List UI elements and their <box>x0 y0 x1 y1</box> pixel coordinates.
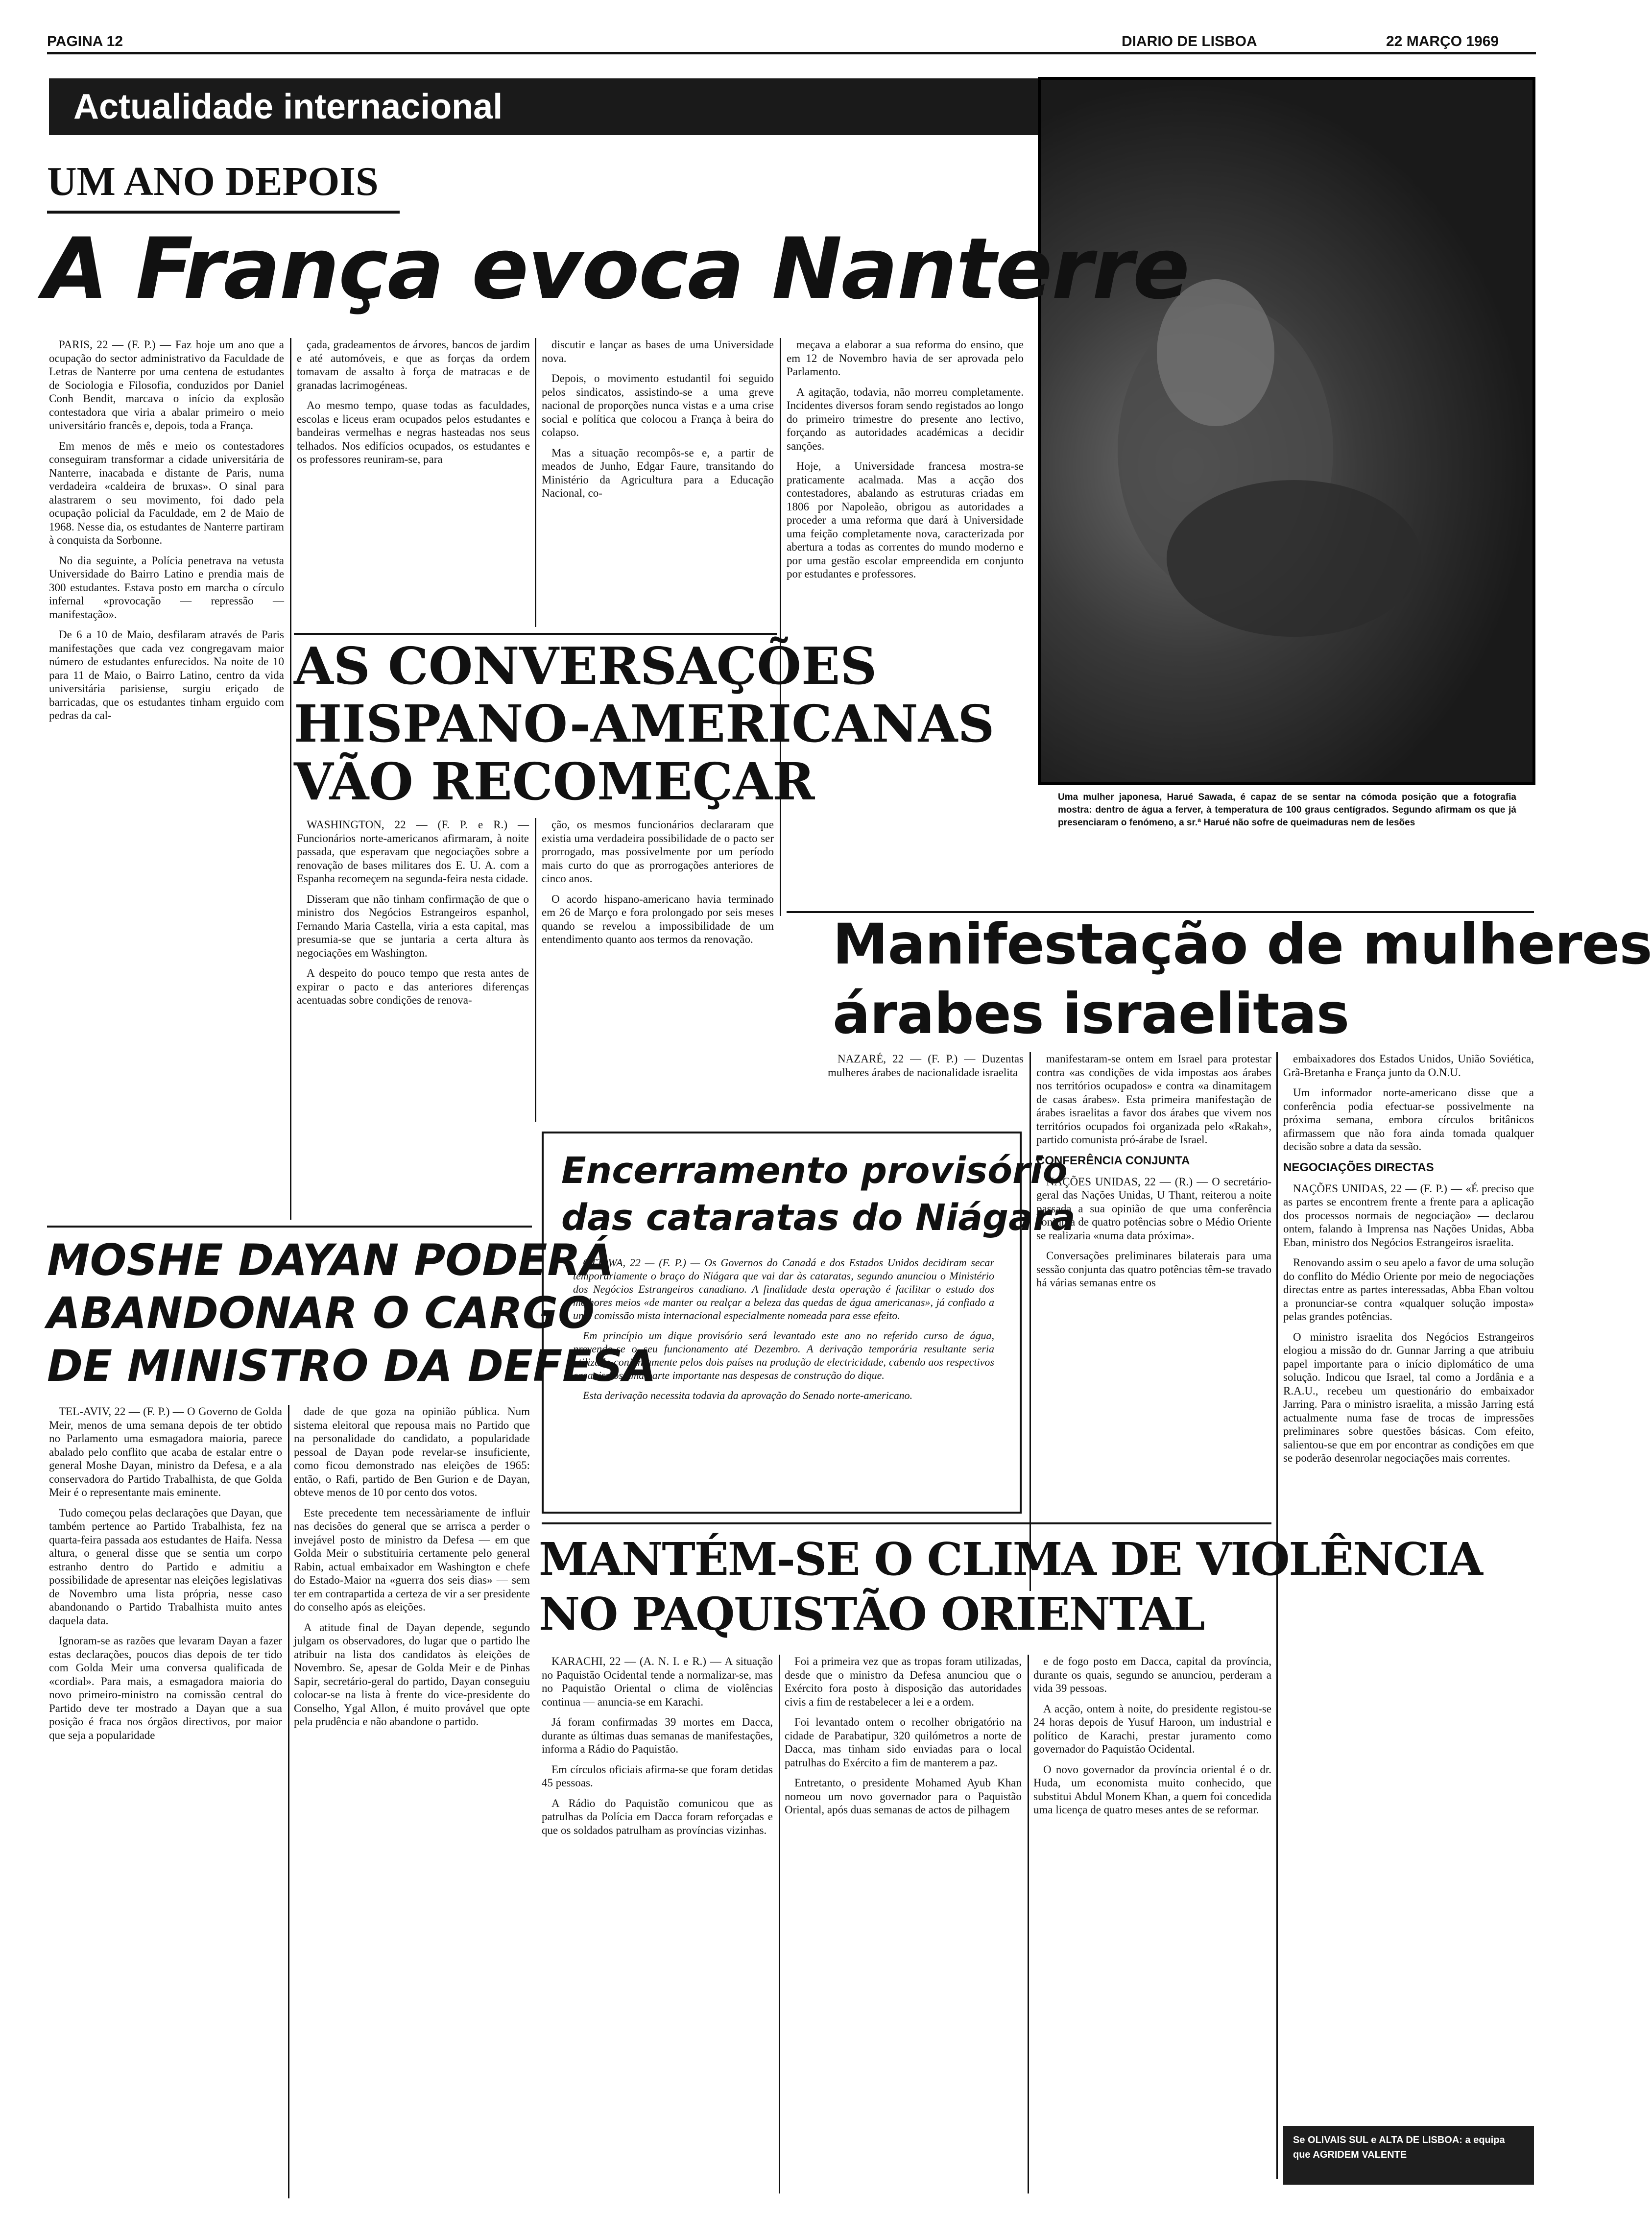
article-paragraph: Esta derivação necessita todavia da aprovação do Senado norte-americano. <box>583 1389 913 1401</box>
niagara-headline-1: Encerramento provisório <box>561 1150 1068 1192</box>
nanterre-column-2 <box>297 338 530 627</box>
column-divider <box>535 338 536 627</box>
nanterre-column-4 <box>787 338 1024 906</box>
article-paragraph: WASHINGTON, 22 — (F. P. e R.) — Funcionários norte-americanos afirmaram, à noite passada, que esperavam que negociações sobre a renovação de bases militares dos E. U. A. com a Espanha recomeçem na segunda-feira nesta cidade. <box>297 819 529 885</box>
paquistao-headline-1: MANTÉM-SE O CLIMA DE VIOLÊNCIA <box>539 1533 1482 1586</box>
column-divider <box>779 1655 780 2193</box>
issue-date: 22 MARÇO 1969 <box>1386 33 1499 49</box>
paquistao-column-2 <box>785 1655 1022 2208</box>
paquistao-column-3 <box>1033 1655 1271 2208</box>
article-paragraph: A atitude final de Dayan depende, segundo julgam os observadores, do lugar que o partido lhe atribuir na lista dos candidatos às eleições de Novembro. Se, apesar de Golda Meir e de Pinhas Sapir, secretário-geral do partido, Dayan conseguiu colocar-se na lista à frente do vice-presidente do Conselho, Ygal Allon, é muito provável que opte pela prudência e não abandone o partido. <box>294 1621 530 1728</box>
article-paragraph: Foi a primeira vez que as tropas foram utilizadas, desde que o ministro da Defesa anunciou que o Exército fora posto à disposição das autoridades civis a fim de restabelecer a lei e a ordem. <box>785 1655 1022 1708</box>
article-paragraph: Ao mesmo tempo, quase todas as faculdades, escolas e liceus eram ocupados pelos estudantes e bandeiras vermelhas e negras hasteadas nos seus telhados. Nos edifícios ocupados, os estudantes e os professores reuniram-se, para <box>297 399 530 465</box>
article-paragraph: KARACHI, 22 — (A. N. I. e R.) — A situação no Paquistão Ocidental tende a normalizar-se, mas no Paquistão Oriental o clima de violências continua — anuncia-se em Karachi. <box>542 1655 773 1708</box>
article-paragraph: ção, os mesmos funcionários declararam que existia uma verdadeira possibilidade de o pacto ser prorrogado, mas possivelmente por um período mais curto do que as prorrogações anteriores de cinco anos. <box>542 819 774 885</box>
column-divider <box>1030 1052 1031 1591</box>
page-number: PAGINA 12 <box>47 33 123 49</box>
article-paragraph: O ministro israelita dos Negócios Estrangeiros elogiou a missão do dr. Gunnar Jarring a que atribuiu papel importante para o início diplomático de uma solução. Indicou que Israel, tal como a Jordânia e a R.A.U., recebeu um questionário do embaixador Jarring. Para o ministro israelita, a missão Jarring está actualmente numa fase de trocas de impressões preliminares sobre questões básicas. Com efeito, salientou-se que em por encontrar as condições em que se poderão desenrolar negociações mais correntes. <box>1283 1330 1534 1464</box>
article-paragraph: çada, gradeamentos de árvores, bancos de jardim e até automóveis, e que as forças da ordem tomavam de assalto à força de matracas e de granadas lacrimogéneas. <box>297 338 530 391</box>
hispano-headline-2: HISPANO-AMERICANAS <box>294 694 995 754</box>
hispano-headline-3: VÃO RECOMEÇAR <box>294 751 815 812</box>
dayan-headline-2: ABANDONAR O CARGO <box>47 1288 595 1338</box>
article-paragraph: A agitação, todavia, não morreu completamente. Incidentes diversos foram sendo registados ao longo do primeiro trimestre do presente ano lectivo, forçando as autoridades académicas a decidir sanções. <box>787 386 1024 452</box>
photo-caption: Uma mulher japonesa, Harué Sawada, é capaz de se sentar na cómoda posição que a fotografia mostra: dentro de água a ferver, à temperatura de 100 graus centígrados. Segundo afirmam os que já presenciaram o fenómeno, a sr.ª Harué não sofre de queimaduras nem de lesões <box>1058 792 1516 828</box>
article-paragraph: NAÇÕES UNIDAS, 22 — (R.) — O secretário-geral das Nações Unidas, U Thant, reiterou a noite passada a sua opinião de que uma conferência conjunta de quatro potências sobre o Médio Oriente se realizaria «numa data próxima». <box>1036 1175 1271 1242</box>
column-divider <box>288 1405 289 2198</box>
article-paragraph: Depois, o movimento estudantil foi seguido pelos sindicatos, assistindo-se a uma greve nacional de proporções nunca vistas e a uma crise social e política que colocou a França à beira do colapso. <box>542 372 774 438</box>
article-paragraph: A Rádio do Paquistão comunicou que as patrulhas da Polícia em Dacca foram reforçadas e que os soldados patrulham as províncias vizinhas. <box>542 1797 773 1836</box>
article-paragraph: De 6 a 10 de Maio, desfilaram através de Paris manifestações que cada vez congregavam maior número de estudantes enfurecidos. Na noite de 10 para 11 de Maio, o Bairro Latino, centro da vida universitária parisiense, surgiu eriçado de barricadas, que os estudantes tinham erguido com pedras da cal- <box>49 628 284 722</box>
nanterre-kicker: UM ANO DEPOIS <box>47 159 379 204</box>
photo-japanese-woman-icon <box>1039 78 1534 784</box>
article-paragraph: O acordo hispano-americano havia terminado em 26 de Março e fora prolongado por seis meses quando se revelou a impossibilidade de um entendimento quanto aos termos da renovação. <box>542 892 774 945</box>
article-paragraph: Renovando assim o seu apelo a favor de uma solução do conflito do Médio Oriente por meio de negociações directas entre as partes interessadas, Abba Eban voltou a pronunciar-se contra «qualquer solução imposta» pelas grandes potências. <box>1283 1256 1534 1323</box>
mulheres-column-1 <box>828 1052 1024 1131</box>
article-paragraph: O novo governador da província oriental é o dr. Huda, um economista muito conhecido, que substitui Abdul Monem Khan, a quem foi concedida uma licença de quatro meses antes de se reformar. <box>1033 1763 1271 1816</box>
article-paragraph: PARIS, 22 — (F. P.) — Faz hoje um ano que a ocupação do sector administrativo da Faculdade de Letras de Nanterre por uma centena de estudantes de Sociologia e Filosofia, conduzidos por Daniel Conh Bendit, marcava o início da explosão contestadora que viria a abalar primeiro o meio universitário francês e, depois, toda a França. <box>49 338 284 432</box>
kicker-underline <box>47 211 400 214</box>
article-paragraph: e de fogo posto em Dacca, capital da província, durante os quais, segundo se anunciou, perderam a vida 39 pessoas. <box>1033 1655 1271 1694</box>
masthead-rule <box>47 52 1536 54</box>
article-paragraph: NAÇÕES UNIDAS, 22 — (F. P.) — «É preciso que as partes se encontrem frente a frente para a aplicação dos processos normais de negociação» — declarou ontem, falando à Imprensa nas Nações Unidas, Abba Eban, ministro dos Negócios Estrangeiros israelita. <box>1283 1182 1534 1249</box>
article-paragraph: Tudo começou pelas declarações que Dayan, que também pertence ao Partido Trabalhista, fez na quarta-feira passada aos estudantes de Haifa. Nessa altura, o general disse que se sentia um corpo estranho dentro do Partido e admitiu a possibilidade de apresentar nas eleições legislativas de Novembro uma lista própria, nesse caso abandonando o Partido Trabalhista muito antes daquela data. <box>49 1506 282 1627</box>
article-paragraph: Ignoram-se as razões que levaram Dayan a fazer estas declarações, poucos dias depois de ter tido com Golda Meir uma conversa qualificada de «cordial». Para mais, a esmagadora maioria do novo primeiro-ministro na comissão central do Partido deve ter mostrado a Dayan que a sua posição é fraca nos órgãos directivos, por maior que seja a popularidade <box>49 1635 282 1741</box>
article-paragraph: Conversações preliminares bilaterais para uma sessão conjunta das quatro potências têm-se travado há várias semanas entre os <box>1036 1250 1271 1289</box>
column-divider <box>1028 1655 1029 2193</box>
article-paragraph: manifestaram-se ontem em Israel para protestar contra «as condições de vida impostas aos árabes nos territórios ocupados» e contra «a dinamitagem de casas árabes». Esta primeira manifestação de árabes israelitas a favor dos árabes que vivem nos territórios ocupados foi organizada pelo «Rakah», partido comunista pró-árabe de Israel. <box>1036 1053 1271 1146</box>
column-divider <box>290 338 291 1220</box>
article-paragraph: Disseram que não tinham confirmação de que o ministro dos Negócios Estrangeiros espanhol, Fernando Maria Castella, viria a esta capital, mas presumia-se que se juntaria a certa altura às negociações em Washington. <box>297 892 529 959</box>
section-rule <box>294 633 777 635</box>
subheading-negociacoes: NEGOCIAÇÕES DIRECTAS <box>1283 1160 1434 1174</box>
article-paragraph: No dia seguinte, a Polícia penetrava na vetusta Universidade do Bairro Latino e prendia mais de 300 estudantes. Estava posto em marcha o círculo infernal «provocação — repressão — manifestação». <box>49 554 284 621</box>
article-paragraph: TEL-AVIV, 22 — (F. P.) — O Governo de Golda Meir, menos de uma semana depois de ter obtido no Parlamento uma esmagadora maioria, parece abalado pelo conflito que acaba de estalar entre o general Moshe Dayan, ministro da Defesa, e a ala conservadora do Partido Trabalhista, de que Golda Meir é o representante mais eminente. <box>49 1405 282 1498</box>
hispano-column-2 <box>542 818 774 1122</box>
article-paragraph: Em menos de mês e meio os contestadores conseguiram transformar a cidade universitária de Nanterre, inacabada e distante de Paris, numa verdadeira «caldeira de bruxas». O sinal para alastrarem o seu movimento, foi dado pela ocupação policial da Faculdade, em 2 de Maio de 1968. Nesse dia, os estudantes de Nanterre partiram à conquista da Sorbonne. <box>49 439 284 546</box>
hispano-headline-1: AS CONVERSAÇÕES <box>294 636 877 696</box>
section-banner: Actualidade internacional <box>49 78 1043 135</box>
article-paragraph: Entretanto, o presidente Mohamed Ayub Khan nomeou um novo governador para o Paquistão Oriental, após duas semanas de actos de pilhagem <box>785 1777 1022 1816</box>
dayan-column-1 <box>49 1405 282 2208</box>
article-paragraph: Já foram confirmadas 39 mortes em Dacca, durante as últimas duas semanas de manifestações, informa a Rádio do Paquistão. <box>542 1716 773 1755</box>
newspaper-name: DIARIO DE LISBOA <box>1122 33 1257 49</box>
article-paragraph: meçava a elaborar a sua reforma do ensino, que em 12 de Novembro havia de ser aprovada pelo Parlamento. <box>787 338 1024 378</box>
article-paragraph: discutir e lançar as bases de uma Universidade nova. <box>542 338 774 364</box>
column-divider <box>1276 1052 1278 2179</box>
dayan-headline-3: DE MINISTRO DA DEFESA <box>47 1341 656 1391</box>
article-paragraph: Foi levantado ontem o recolher obrigatório na cidade de Parabatipur, 320 quilómetros a norte de Dacca, mas tinham sido enviadas para o local patrulhas do Exército a fim de manterem a paz. <box>785 1716 1022 1769</box>
article-paragraph: dade de que goza na opinião pública. Num sistema eleitoral que repousa mais no Partido que na personalidade do candidato, a popularidade pessoal de Dayan pode revelar-se insuficiente, como ficou demonstrado nas eleições de 1965: então, o Rafi, partido de Ben Gurion e de Dayan, obteve menos de 10 por cento dos votos. <box>294 1405 530 1498</box>
paquistao-column-1 <box>542 1655 773 2208</box>
article-paragraph: A acção, ontem à noite, do presidente registou-se 24 horas depois de Yusuf Haroon, um industrial e político de Karachi, prestar juramento como governador do Paquistão Ocidental. <box>1033 1702 1271 1755</box>
section-rule <box>47 1226 532 1228</box>
niagara-headline-2: das cataratas do Niágara <box>561 1197 1076 1239</box>
article-paragraph: Um informador norte-americano disse que a conferência podia efectuar-se possivelmente na próxima semana, embora círculos britânicos afirmassem que não fora ainda tomada qualquer decisão sobre a data da sessão. <box>1283 1086 1534 1153</box>
article-paragraph: NAZARÉ, 22 — (F. P.) — Duzentas mulheres árabes de nacionalidade israelita <box>828 1053 1024 1079</box>
nanterre-column-3 <box>542 338 774 627</box>
article-paragraph: Mas a situação recompôs-se e, a partir de meados de Junho, Edgar Faure, transitando do Ministério da Agricultura para a Educação Nacional, co- <box>542 446 774 499</box>
dayan-column-2 <box>294 1405 530 2208</box>
article-paragraph: A despeito do pouco tempo que resta antes de expirar o pacto e das anteriores diferenças acentuadas sobre condições de renova- <box>297 967 529 1006</box>
article-paragraph: Hoje, a Universidade francesa mostra-se praticamente acalmada. Mas a acção dos contestadores, abalando as estruturas criadas em 1806 por Napoleão, obrigou as autoridades a proceder a uma reforma que dará à Universidade uma feição completamente nova, caracterizada por abertura a todas as correntes do mundo moderno e por uma gestão escolar empreendida em conjunto por estudantes e professores. <box>787 460 1024 580</box>
nanterre-column-1 <box>49 338 284 1229</box>
hispano-column-1 <box>297 818 529 1220</box>
article-paragraph: embaixadores dos Estados Unidos, União Soviética, Grã-Bretanha e França junto da O.N.U. <box>1283 1053 1534 1079</box>
dayan-headline-1: MOSHE DAYAN PODERÁ <box>47 1235 614 1285</box>
article-paragraph: Em círculos oficiais afirma-se que foram detidas 45 pessoas. <box>542 1763 773 1789</box>
column-divider <box>535 818 536 1122</box>
section-rule <box>542 1522 1271 1524</box>
nanterre-headline: A França evoca Nanterre <box>43 219 1189 318</box>
subheading-conferencia: CONFERÊNCIA CONJUNTA <box>1036 1154 1190 1167</box>
article-paragraph: Em princípio um dique provisório será levantado este ano no referido curso de água, prevendo-se o seu funcionamento até Dezembro. A derivação temporária resultante seria utilizada conjuntamente pelos dois países na produção de electricidade, cabendo aos respectivos organismos uma parte importante nas despesas de construção do dique. <box>573 1329 994 1381</box>
mulheres-headline-2: árabes israelitas <box>833 981 1349 1046</box>
column-divider <box>780 338 781 916</box>
article-paragraph: OTTAWA, 22 — (F. P.) — Os Governos do Canadá e dos Estados Unidos decidiram secar temporàriamente o braço do Niágara que vai dar às cataratas, segundo anunciou o Ministério dos Negócios Estrangeiros canadiano. A finalidade desta operação é facilitar o estudo dos melhores meios «de manter ou realçar a beleza das quedas de água americanas», já confiado a uma comissão mista internacional especialmente nomeada para esse efeito. <box>573 1256 994 1322</box>
niagara-box <box>542 1132 1076 1514</box>
footer-box: Se OLIVAIS SUL e ALTA DE LISBOA: a equipa que AGRIDEM VALENTE <box>1283 2126 1534 2185</box>
paquistao-headline-2: NO PAQUISTÃO ORIENTAL <box>539 1588 1204 1640</box>
article-paragraph: Este precedente tem necessàriamente de influir nas decisões do general que se arrisca a perder o invejável posto de ministro da Defesa — em que Golda Meir o substituiria certamente pelo general Rabin, actual embaixador em Washington e chefe do Estado-Maior na «guerra dos seis dias» — sem ter em contrapartida a certeza de vir a ser presidente do conselho após as eleições. <box>294 1506 530 1613</box>
mulheres-headline-1: Manifestação de mulheres <box>833 912 1652 977</box>
